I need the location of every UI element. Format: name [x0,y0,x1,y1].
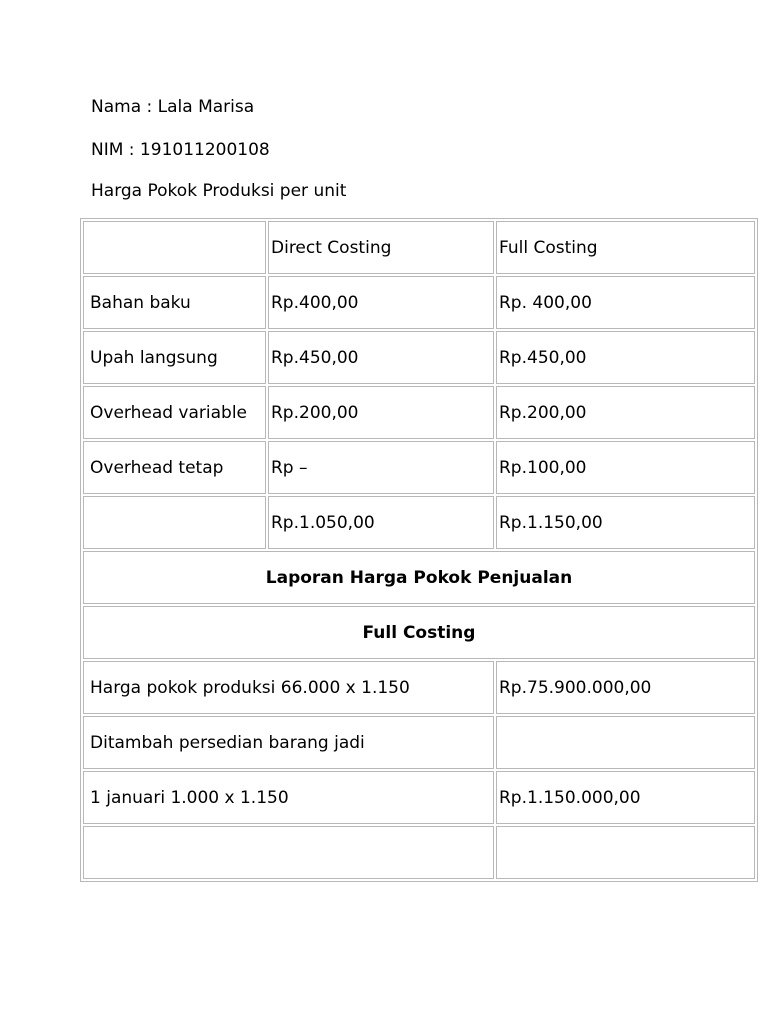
report-item-label: Ditambah persedian barang jadi [83,716,494,769]
direct-costing-value: Rp.200,00 [268,386,494,439]
report-row [83,661,755,714]
student-nim: NIM : 191011200108 [91,140,270,160]
table-total-row [83,496,755,549]
direct-costing-total: Rp.1.050,00 [268,496,494,549]
report-subtitle: Full Costing [83,606,755,659]
table-row [83,386,755,439]
cost-item-label: Upah langsung [83,331,266,384]
table-header-row [83,221,755,274]
direct-costing-value: Rp.400,00 [268,276,494,329]
cost-item-label [83,496,266,549]
table-header-cell: Direct Costing [268,221,494,274]
report-item-label: Harga pokok produksi 66.000 x 1.150 [83,661,494,714]
section-title: Harga Pokok Produksi per unit [91,181,347,201]
full-costing-value: Rp.100,00 [496,441,755,494]
report-title: Laporan Harga Pokok Penjualan [83,551,755,604]
report-item-value: Rp.1.150.000,00 [496,771,755,824]
cost-table [80,218,758,882]
report-subtitle-row [83,606,755,659]
report-item-value [496,826,755,879]
direct-costing-value: Rp – [268,441,494,494]
report-row [83,716,755,769]
full-costing-value: Rp.450,00 [496,331,755,384]
report-item-label: 1 januari 1.000 x 1.150 [83,771,494,824]
table-row [83,276,755,329]
report-title-row [83,551,755,604]
table-header-cell [83,221,266,274]
table-header-cell: Full Costing [496,221,755,274]
cost-item-label: Overhead variable [83,386,266,439]
full-costing-value: Rp.200,00 [496,386,755,439]
full-costing-value: Rp. 400,00 [496,276,755,329]
report-item-value: Rp.75.900.000,00 [496,661,755,714]
full-costing-total: Rp.1.150,00 [496,496,755,549]
table-row [83,331,755,384]
cost-item-label: Overhead tetap [83,441,266,494]
report-row [83,771,755,824]
student-name: Nama : Lala Marisa [91,97,255,117]
direct-costing-value: Rp.450,00 [268,331,494,384]
report-item-label [83,826,494,879]
report-item-value [496,716,755,769]
cost-item-label: Bahan baku [83,276,266,329]
table-row [83,441,755,494]
report-row [83,826,755,879]
